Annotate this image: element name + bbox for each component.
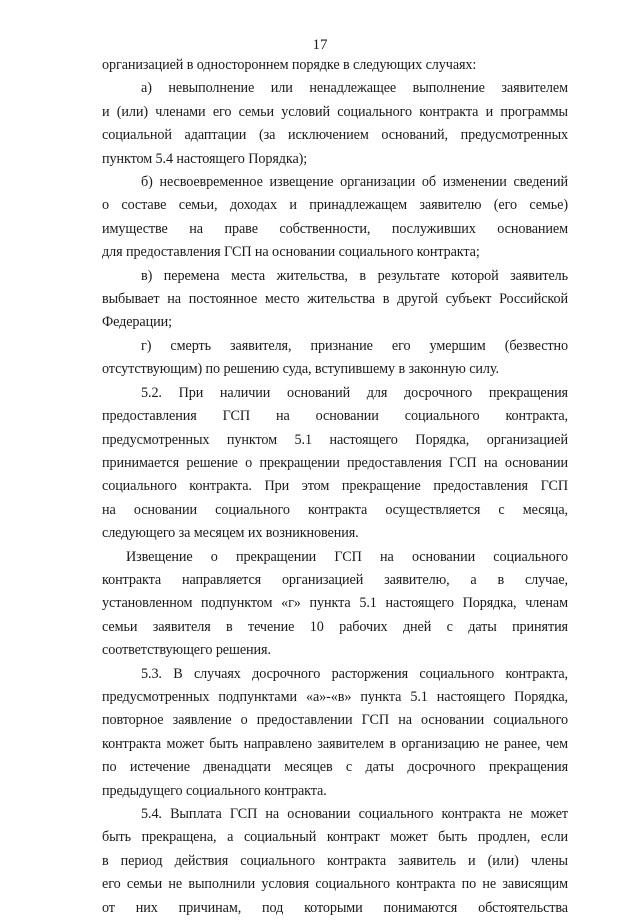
text-line: от них причинам, под которыми понимаются обстоятельства bbox=[102, 899, 568, 916]
text-line: пунктом 5.4 настоящего Порядка); bbox=[102, 150, 308, 167]
text-line: а) невыполнение или ненадлежащее выполнение заявителем bbox=[141, 80, 568, 97]
text-line: имуществе на праве собственности, послуживших основанием bbox=[102, 220, 568, 237]
text-line: на основании социального контракта осуществляется с месяца, bbox=[102, 501, 568, 518]
text-line: быть прекращена, а социальный контракт может быть продлен, если bbox=[102, 829, 568, 846]
text-line: его семьи не выполнили условия социального контракта по не зависящим bbox=[102, 876, 568, 893]
text-line: повторное заявление о предоставлении ГСП на основании социального bbox=[102, 712, 568, 729]
text-line: предусмотренных пунктом 5.1 настоящего Порядка, организацией bbox=[102, 431, 568, 448]
text-line: следующего за месяцем их возникновения. bbox=[102, 525, 359, 542]
text-line: контракта направляется организацией заявителю, а в случае, bbox=[102, 571, 568, 588]
paragraph-notice bbox=[102, 546, 568, 663]
text-line: предыдущего социального контракта. bbox=[102, 782, 327, 799]
text-line: по истечение двенадцати месяцев с даты досрочного прекращения bbox=[102, 759, 568, 776]
text-line: 5.3. В случаях досрочного расторжения социального контракта, bbox=[141, 665, 568, 682]
text-line: установленном подпунктом «г» пункта 5.1 настоящего Порядка, членам bbox=[102, 595, 568, 612]
text-line: предоставления ГСП на основании социального контракта, bbox=[102, 408, 568, 425]
text-line: 5.2. При наличии оснований для досрочного прекращения bbox=[141, 384, 568, 401]
paragraph-intro bbox=[102, 54, 568, 77]
text-line: для предоставления ГСП на основании социального контракта; bbox=[102, 244, 480, 261]
text-line: соответствующего решения. bbox=[102, 642, 271, 659]
paragraph-5-4 bbox=[102, 803, 568, 920]
text-line: Извещение о прекращении ГСП на основании социального bbox=[126, 548, 568, 565]
text-line: Федерации; bbox=[102, 314, 172, 331]
text-line: предусмотренных подпунктами «а»-«в» пункта 5.1 настоящего Порядка, bbox=[102, 688, 568, 705]
text-line: в период действия социального контракта заявитель и (или) члены bbox=[102, 852, 568, 869]
text-line: о составе семьи, доходах и принадлежащем заявителю (его семье) bbox=[102, 197, 568, 214]
page-number: 17 bbox=[312, 37, 328, 53]
text-line: г) смерть заявителя, признание его умершим (безвестно bbox=[141, 337, 568, 354]
paragraph-item-v bbox=[102, 265, 568, 335]
text-line: в) перемена места жительства, в результате которой заявитель bbox=[141, 267, 568, 284]
text-line: отсутствующим) по решению суда, вступившему в законную силу. bbox=[102, 361, 499, 378]
text-line: принимается решение о прекращении предоставления ГСП на основании bbox=[102, 454, 568, 471]
text-line: выбывает на постоянное место жительства в другой субъект Российской bbox=[102, 291, 568, 308]
document-body bbox=[102, 54, 568, 920]
text-line: контракта может быть направлено заявителем в организацию не ранее, чем bbox=[102, 735, 568, 752]
text-line: семьи заявителя в течение 10 рабочих дней с даты принятия bbox=[102, 618, 568, 635]
text-line: и (или) членами его семьи условий социального контракта и программы bbox=[102, 103, 568, 120]
paragraph-5-3 bbox=[102, 663, 568, 803]
paragraph-item-g bbox=[102, 335, 568, 382]
text-line: 5.4. Выплата ГСП на основании социального контракта не может bbox=[141, 806, 568, 822]
paragraph-5-2 bbox=[102, 382, 568, 546]
text-line: социального контракта. При этом прекращение предоставления ГСП bbox=[102, 478, 568, 495]
paragraph-item-a bbox=[102, 77, 568, 171]
text-line: социальной адаптации (за исключением оснований, предусмотренных bbox=[102, 127, 568, 144]
paragraph-item-b bbox=[102, 171, 568, 265]
text-line: организацией в одностороннем порядке в следующих случаях: bbox=[102, 57, 477, 73]
text-line: б) несвоевременное извещение организации об изменении сведений bbox=[141, 174, 568, 191]
